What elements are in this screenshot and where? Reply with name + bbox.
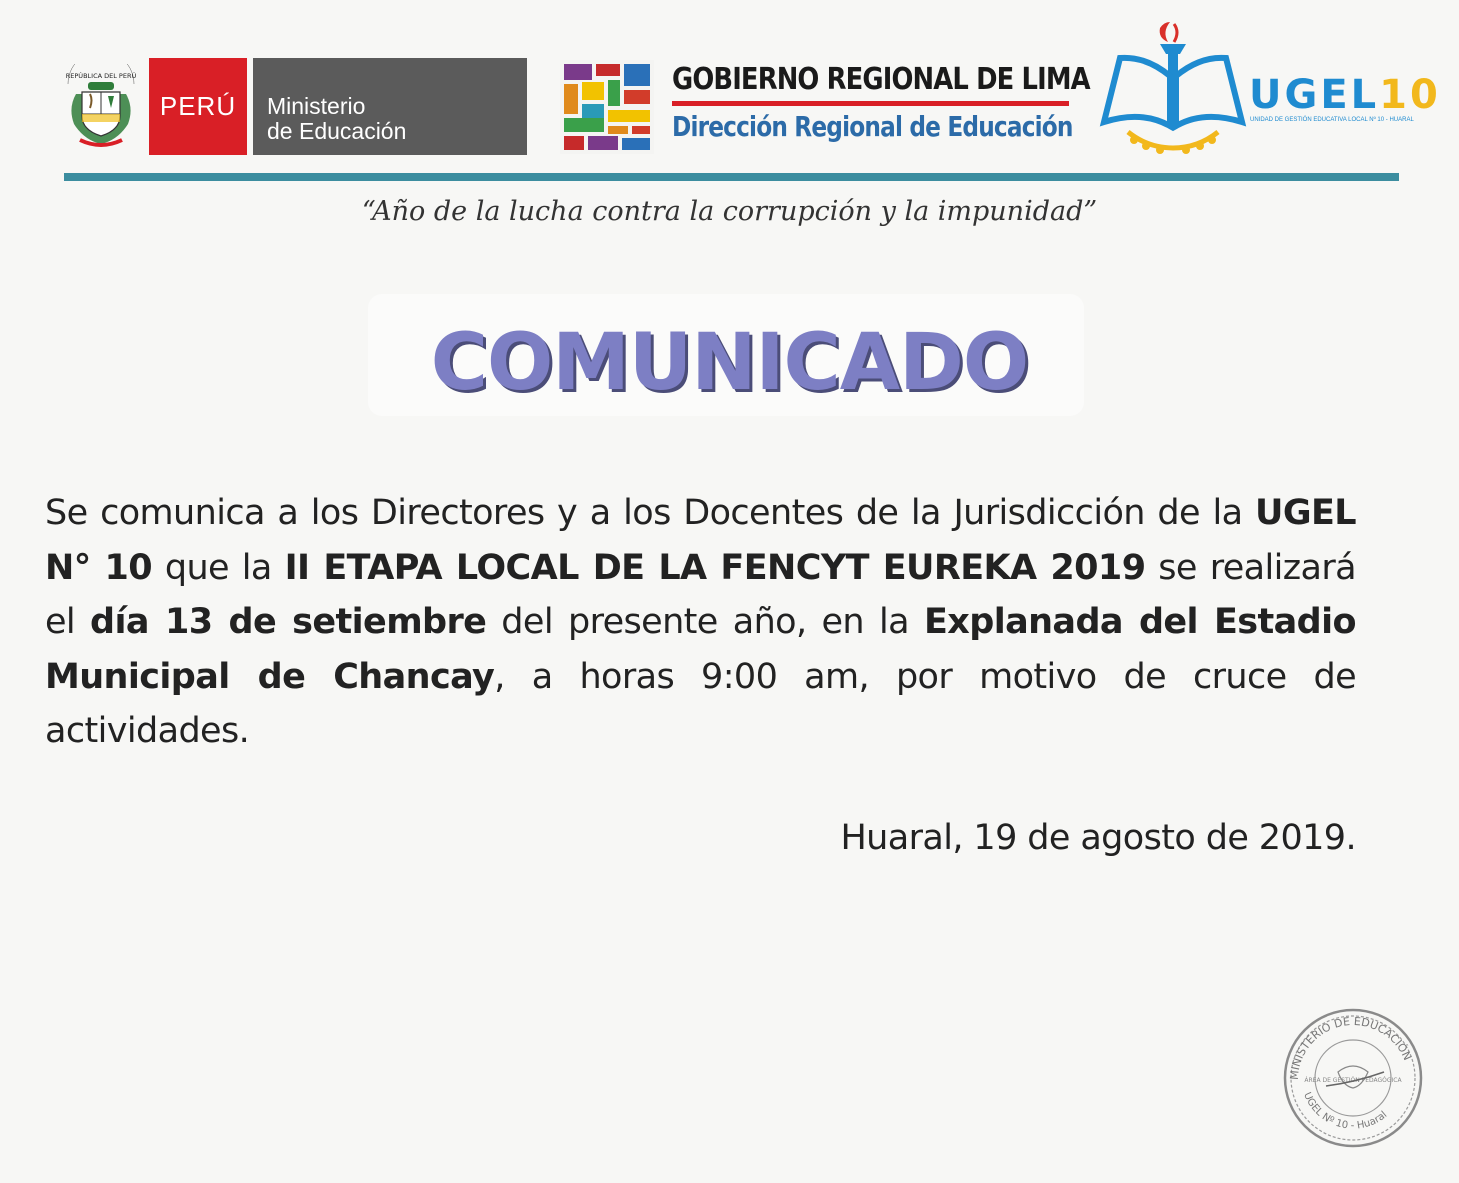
grl-subtitle: Dirección Regional de Educación: [672, 110, 1073, 143]
peru-coat-of-arms-icon: [60, 64, 142, 150]
grl-title: GOBIERNO REGIONAL DE LIMA: [672, 62, 1090, 97]
ministerio-line-1: Ministerio: [267, 93, 366, 119]
ministerio-line-2: de Educación: [267, 118, 407, 144]
grl-mosaic-logo-icon: [560, 60, 654, 154]
ugel-word: UGEL: [1249, 72, 1380, 118]
year-motto: “Año de la lucha contra la corrupción y la impunidad”: [361, 196, 1098, 227]
peru-brand-block: [149, 58, 247, 155]
ugel-number: 10: [1379, 72, 1441, 118]
shield-caption: REPÚBLICA DEL PERÚ: [65, 72, 137, 80]
ugel-tagline: UNIDAD DE GESTIÓN EDUCATIVA LOCAL Nº 10 - HUARAL: [1250, 117, 1414, 123]
communique-body: [45, 486, 1356, 759]
ugel-book-torch-emblem-icon: [1098, 14, 1248, 160]
document-title: COMUNICADO: [430, 318, 1029, 408]
letterhead: [0, 0, 1459, 227]
body-bold-date: día 13 de setiembre: [90, 602, 487, 642]
body-text-5: , a horas 9:00 am, por motivo de cruce de actividades.: [45, 656, 1356, 751]
body-text-4: del presente año, en la: [486, 602, 924, 642]
svg-text:UGEL Nº 10 - Huaral: [1301, 1091, 1389, 1132]
body-bold-event: II ETAPA LOCAL DE LA FENCYT EUREKA 2019: [284, 547, 1146, 588]
stamp-text-top: MINISTERIO DE EDUCACIÓN: [1287, 1014, 1414, 1081]
peru-label: PERÚ: [159, 91, 237, 121]
grl-red-bar: [672, 101, 1069, 106]
official-seal-stamp-icon: [1278, 1002, 1428, 1150]
stamp-text-bottom: UGEL Nº 10 - Huaral: [1301, 1090, 1390, 1132]
body-bold-venue: Explanada del Estadio Municipal de Chancay: [45, 602, 1356, 697]
body-bold-ugel: UGEL N° 10: [45, 493, 1356, 588]
body-text-1: Se comunica a los Directores y a los Docentes de la Jurisdicción de la: [45, 493, 1256, 533]
body-text-3: se realizará el: [45, 547, 1356, 642]
ugel-wordmark: [1249, 72, 1441, 118]
body-text-2: que la: [152, 547, 285, 588]
ministerio-brand-block: [253, 58, 527, 155]
header-divider: [64, 173, 1399, 181]
stamp-text-inner: ÁREA DE GESTIÓN PEDAGÓGICA: [1304, 1077, 1402, 1084]
date-line: Huaral, 19 de agosto de 2019.: [840, 818, 1356, 858]
